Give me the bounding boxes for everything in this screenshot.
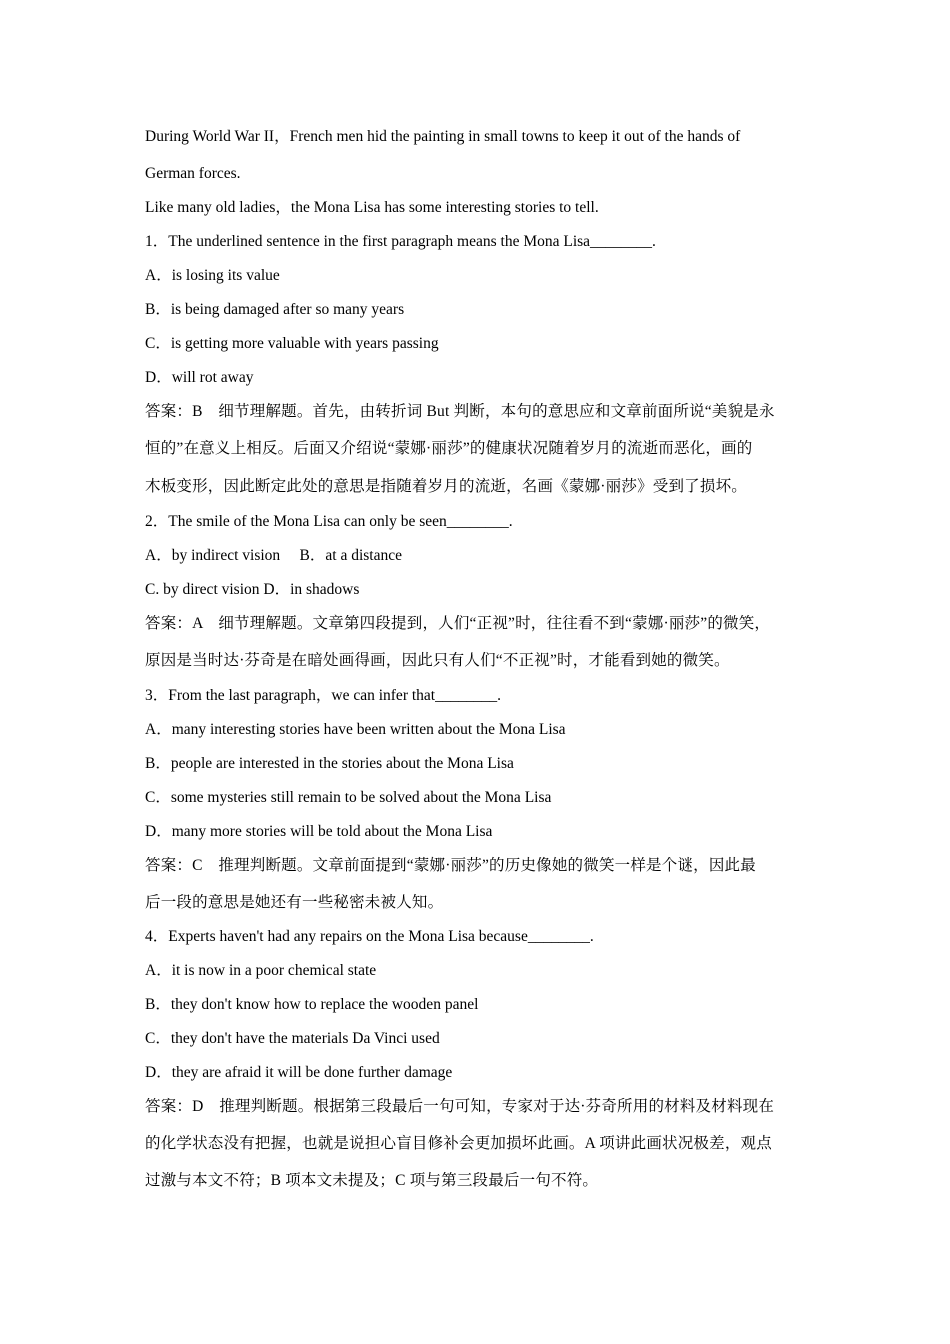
passage-line: Like many old ladies，the Mona Lisa has some interesting stories to tell.: [145, 199, 599, 216]
question-1-option-b: B．is being damaged after so many years: [145, 301, 405, 318]
question-1-option-c: C．is getting more valuable with years passing: [145, 335, 439, 352]
question-2-options-cd: C. by direct vision D．in shadows: [145, 581, 360, 598]
question-1: 1．The underlined sentence in the first paragraph means the Mona Lisa________.: [145, 233, 656, 250]
answer-4-line: 过激与本文不符；B 项本文未提及；C 项与第三段最后一句不符。: [145, 1172, 599, 1189]
question-1-option-d: D．will rot away: [145, 369, 254, 386]
question-2-options-ab: A．by indirect vision B．at a distance: [145, 547, 402, 564]
question-4-option-d: D．they are afraid it will be done further damage: [145, 1064, 453, 1081]
answer-3-line: 答案：C 推理判断题。文章前面提到“蒙娜·丽莎”的历史像她的微笑一样是个谜，因此最: [145, 857, 756, 874]
question-3-option-d: D．many more stories will be told about the Mona Lisa: [145, 823, 493, 840]
question-4: 4．Experts haven't had any repairs on the Mona Lisa because________.: [145, 928, 594, 945]
question-4-option-a: A．it is now in a poor chemical state: [145, 962, 377, 979]
answer-1-line: 答案：B 细节理解题。首先，由转折词 But 判断，本句的意思应和文章前面所说“美貌是永: [145, 403, 775, 420]
answer-1-line: 恒的”在意义上相反。后面又介绍说“蒙娜·丽莎”的健康状况随着岁月的流逝而恶化，画的: [145, 440, 753, 457]
answer-4-line: 答案：D 推理判断题。根据第三段最后一句可知，专家对于达·芬奇所用的材料及材料现在: [145, 1098, 775, 1115]
question-3: 3．From the last paragraph，we can infer that________.: [145, 687, 501, 704]
answer-1-line: 木板变形，因此断定此处的意思是指随着岁月的流逝，名画《蒙娜·丽莎》受到了损坏。: [145, 478, 747, 495]
question-2: 2．The smile of the Mona Lisa can only be seen________.: [145, 513, 513, 530]
answer-2-line: 答案：A 细节理解题。文章第四段提到，人们“正视”时，往往看不到“蒙娜·丽莎”的微笑，: [145, 615, 771, 632]
answer-4-line: 的化学状态没有把握，也就是说担心盲目修补会更加损坏此画。A 项讲此画状况极差，观点: [145, 1135, 772, 1152]
question-3-option-a: A．many interesting stories have been written about the Mona Lisa: [145, 721, 566, 738]
question-3-option-c: C．some mysteries still remain to be solved about the Mona Lisa: [145, 789, 552, 806]
question-1-option-a: A．is losing its value: [145, 267, 280, 284]
passage-line: During World War II，French men hid the painting in small towns to keep it out of the hands of: [145, 128, 741, 145]
question-4-option-b: B．they don't know how to replace the wooden panel: [145, 996, 479, 1013]
answer-2-line: 原因是当时达·芬奇是在暗处画得画，因此只有人们“不正视”时，才能看到她的微笑。: [145, 652, 730, 669]
question-3-option-b: B．people are interested in the stories about the Mona Lisa: [145, 755, 514, 772]
question-4-option-c: C．they don't have the materials Da Vinci used: [145, 1030, 440, 1047]
passage-line: German forces.: [145, 165, 241, 182]
answer-3-line: 后一段的意思是她还有一些秘密未被人知。: [145, 894, 444, 911]
